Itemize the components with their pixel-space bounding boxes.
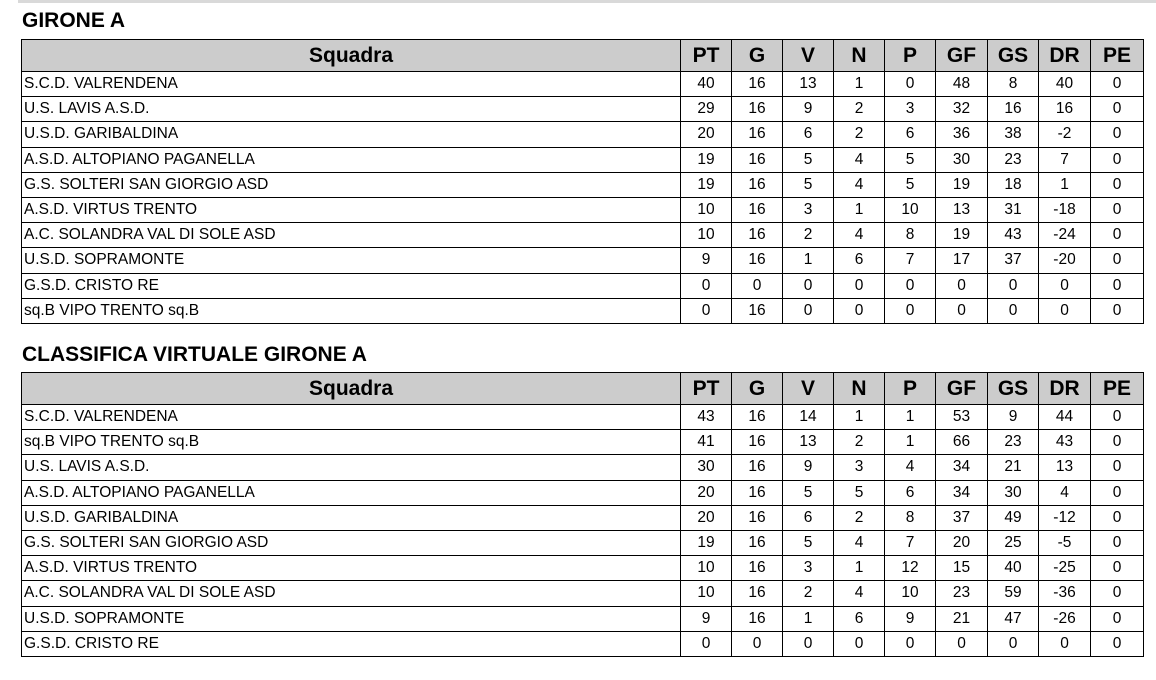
stat-cell-g: 0 — [732, 273, 783, 298]
column-header-squadra: Squadra — [22, 40, 681, 72]
stat-cell-v: 3 — [783, 197, 834, 222]
stat-cell-n: 2 — [834, 505, 885, 530]
stat-cell-p: 6 — [885, 122, 936, 147]
stat-cell-p: 5 — [885, 147, 936, 172]
table-row — [22, 122, 1144, 147]
stat-cell-dr: -18 — [1039, 197, 1091, 222]
stat-cell-g: 16 — [732, 97, 783, 122]
stat-cell-v: 13 — [783, 72, 834, 97]
stat-cell-p: 12 — [885, 556, 936, 581]
stat-cell-gs: 25 — [988, 530, 1039, 555]
stat-cell-gf: 21 — [936, 606, 988, 631]
table-row — [22, 455, 1144, 480]
table-row — [22, 172, 1144, 197]
stat-cell-n: 1 — [834, 72, 885, 97]
table-row — [22, 405, 1144, 430]
column-header-v: V — [783, 40, 834, 72]
team-name-cell: G.S. SOLTERI SAN GIORGIO ASD — [22, 530, 681, 555]
stat-cell-n: 2 — [834, 430, 885, 455]
column-header-pt: PT — [681, 373, 732, 405]
column-header-v: V — [783, 373, 834, 405]
stat-cell-dr: 0 — [1039, 273, 1091, 298]
stat-cell-n: 3 — [834, 455, 885, 480]
stat-cell-dr: 40 — [1039, 72, 1091, 97]
stat-cell-pt: 40 — [681, 72, 732, 97]
table-row — [22, 273, 1144, 298]
stat-cell-gf: 32 — [936, 97, 988, 122]
stat-cell-pt: 19 — [681, 530, 732, 555]
stat-cell-gs: 37 — [988, 248, 1039, 273]
stat-cell-g: 16 — [732, 480, 783, 505]
stat-cell-pe: 0 — [1091, 631, 1144, 656]
stat-cell-p: 1 — [885, 405, 936, 430]
stat-cell-v: 9 — [783, 455, 834, 480]
table-row — [22, 430, 1144, 455]
stat-cell-v: 2 — [783, 223, 834, 248]
stat-cell-pe: 0 — [1091, 556, 1144, 581]
column-header-pe: PE — [1091, 40, 1144, 72]
stat-cell-dr: -36 — [1039, 581, 1091, 606]
stat-cell-pe: 0 — [1091, 273, 1144, 298]
column-header-gf: GF — [936, 373, 988, 405]
table-row — [22, 530, 1144, 555]
stat-cell-dr: 0 — [1039, 631, 1091, 656]
stat-cell-p: 9 — [885, 606, 936, 631]
stat-cell-g: 16 — [732, 172, 783, 197]
stat-cell-gs: 30 — [988, 480, 1039, 505]
stat-cell-n: 0 — [834, 631, 885, 656]
stat-cell-pt: 41 — [681, 430, 732, 455]
stat-cell-v: 3 — [783, 556, 834, 581]
stat-cell-pt: 29 — [681, 97, 732, 122]
stat-cell-gs: 8 — [988, 72, 1039, 97]
stat-cell-gs: 23 — [988, 430, 1039, 455]
stat-cell-g: 16 — [732, 197, 783, 222]
stat-cell-v: 1 — [783, 606, 834, 631]
stat-cell-p: 0 — [885, 273, 936, 298]
stat-cell-n: 2 — [834, 122, 885, 147]
stat-cell-dr: -25 — [1039, 556, 1091, 581]
stat-cell-gs: 43 — [988, 223, 1039, 248]
stat-cell-dr: 44 — [1039, 405, 1091, 430]
standings-table-classifica-virtuale — [21, 372, 1144, 657]
column-header-g: G — [732, 40, 783, 72]
stat-cell-pt: 0 — [681, 273, 732, 298]
column-header-gs: GS — [988, 40, 1039, 72]
stat-cell-v: 0 — [783, 631, 834, 656]
stat-cell-p: 0 — [885, 298, 936, 323]
stat-cell-v: 9 — [783, 97, 834, 122]
stat-cell-dr: -26 — [1039, 606, 1091, 631]
stat-cell-v: 5 — [783, 147, 834, 172]
team-name-cell: A.S.D. VIRTUS TRENTO — [22, 556, 681, 581]
stat-cell-v: 0 — [783, 273, 834, 298]
table-row — [22, 606, 1144, 631]
stat-cell-n: 6 — [834, 248, 885, 273]
stat-cell-gs: 23 — [988, 147, 1039, 172]
stat-cell-g: 16 — [732, 530, 783, 555]
stat-cell-pt: 9 — [681, 606, 732, 631]
stat-cell-g: 16 — [732, 556, 783, 581]
stat-cell-pt: 10 — [681, 223, 732, 248]
column-header-p: P — [885, 373, 936, 405]
stat-cell-pe: 0 — [1091, 223, 1144, 248]
stat-cell-p: 6 — [885, 480, 936, 505]
stat-cell-dr: 0 — [1039, 298, 1091, 323]
stat-cell-v: 5 — [783, 480, 834, 505]
stat-cell-p: 0 — [885, 631, 936, 656]
stat-cell-pe: 0 — [1091, 455, 1144, 480]
column-header-g: G — [732, 373, 783, 405]
stat-cell-g: 16 — [732, 455, 783, 480]
column-header-n: N — [834, 40, 885, 72]
stat-cell-pt: 19 — [681, 172, 732, 197]
table-row — [22, 248, 1144, 273]
team-name-cell: U.S.D. GARIBALDINA — [22, 122, 681, 147]
column-header-n: N — [834, 373, 885, 405]
stat-cell-g: 16 — [732, 405, 783, 430]
stat-cell-gf: 23 — [936, 581, 988, 606]
table-row — [22, 480, 1144, 505]
stat-cell-p: 0 — [885, 72, 936, 97]
stat-cell-p: 5 — [885, 172, 936, 197]
stat-cell-gf: 0 — [936, 631, 988, 656]
team-name-cell: S.C.D. VALRENDENA — [22, 72, 681, 97]
stat-cell-pt: 0 — [681, 631, 732, 656]
stat-cell-pe: 0 — [1091, 97, 1144, 122]
stat-cell-pe: 0 — [1091, 298, 1144, 323]
stat-cell-gs: 47 — [988, 606, 1039, 631]
stat-cell-p: 4 — [885, 455, 936, 480]
stat-cell-gf: 34 — [936, 480, 988, 505]
table-header-row — [22, 40, 1144, 72]
stat-cell-g: 16 — [732, 147, 783, 172]
stat-cell-gs: 0 — [988, 298, 1039, 323]
stat-cell-pe: 0 — [1091, 480, 1144, 505]
stat-cell-gs: 49 — [988, 505, 1039, 530]
team-name-cell: G.S.D. CRISTO RE — [22, 273, 681, 298]
stat-cell-n: 4 — [834, 581, 885, 606]
stat-cell-n: 4 — [834, 147, 885, 172]
team-name-cell: U.S.D. SOPRAMONTE — [22, 248, 681, 273]
stat-cell-g: 16 — [732, 606, 783, 631]
stat-cell-dr: 1 — [1039, 172, 1091, 197]
stat-cell-v: 2 — [783, 581, 834, 606]
stat-cell-gs: 59 — [988, 581, 1039, 606]
stat-cell-gf: 66 — [936, 430, 988, 455]
column-header-pe: PE — [1091, 373, 1144, 405]
column-header-pt: PT — [681, 40, 732, 72]
standings-table-girone-a — [21, 39, 1144, 324]
stat-cell-pe: 0 — [1091, 405, 1144, 430]
team-name-cell: A.C. SOLANDRA VAL DI SOLE ASD — [22, 223, 681, 248]
stat-cell-n: 5 — [834, 480, 885, 505]
stat-cell-gf: 19 — [936, 223, 988, 248]
stat-cell-pe: 0 — [1091, 530, 1144, 555]
section-title-girone-a: GIRONE A — [22, 9, 126, 32]
stat-cell-gf: 19 — [936, 172, 988, 197]
stat-cell-p: 7 — [885, 248, 936, 273]
section-title-classifica-virtuale: CLASSIFICA VIRTUALE GIRONE A — [22, 343, 367, 366]
stat-cell-dr: 16 — [1039, 97, 1091, 122]
stat-cell-v: 14 — [783, 405, 834, 430]
stat-cell-pe: 0 — [1091, 505, 1144, 530]
stat-cell-n: 6 — [834, 606, 885, 631]
team-name-cell: sq.B VIPO TRENTO sq.B — [22, 430, 681, 455]
stat-cell-n: 0 — [834, 273, 885, 298]
stat-cell-dr: -20 — [1039, 248, 1091, 273]
table-row — [22, 97, 1144, 122]
table-header-row — [22, 373, 1144, 405]
stat-cell-n: 1 — [834, 556, 885, 581]
table-row — [22, 581, 1144, 606]
stat-cell-dr: 4 — [1039, 480, 1091, 505]
team-name-cell: A.S.D. ALTOPIANO PAGANELLA — [22, 147, 681, 172]
stat-cell-gs: 0 — [988, 631, 1039, 656]
stat-cell-dr: 13 — [1039, 455, 1091, 480]
stat-cell-gs: 0 — [988, 273, 1039, 298]
stat-cell-gf: 34 — [936, 455, 988, 480]
stat-cell-n: 4 — [834, 530, 885, 555]
stat-cell-pe: 0 — [1091, 430, 1144, 455]
stat-cell-pt: 20 — [681, 122, 732, 147]
stat-cell-pe: 0 — [1091, 172, 1144, 197]
stat-cell-gf: 36 — [936, 122, 988, 147]
stat-cell-dr: -2 — [1039, 122, 1091, 147]
team-name-cell: S.C.D. VALRENDENA — [22, 405, 681, 430]
stat-cell-pt: 10 — [681, 197, 732, 222]
stat-cell-pt: 30 — [681, 455, 732, 480]
stat-cell-gf: 48 — [936, 72, 988, 97]
table-row — [22, 72, 1144, 97]
top-divider — [18, 0, 1156, 3]
stat-cell-gf: 37 — [936, 505, 988, 530]
stat-cell-gf: 0 — [936, 298, 988, 323]
stat-cell-v: 5 — [783, 530, 834, 555]
stat-cell-g: 16 — [732, 505, 783, 530]
stat-cell-n: 1 — [834, 405, 885, 430]
stat-cell-n: 4 — [834, 172, 885, 197]
stat-cell-g: 16 — [732, 248, 783, 273]
stat-cell-v: 0 — [783, 298, 834, 323]
stat-cell-p: 1 — [885, 430, 936, 455]
stat-cell-gs: 16 — [988, 97, 1039, 122]
stat-cell-dr: 7 — [1039, 147, 1091, 172]
column-header-gs: GS — [988, 373, 1039, 405]
stat-cell-pt: 20 — [681, 505, 732, 530]
stat-cell-pt: 0 — [681, 298, 732, 323]
team-name-cell: U.S. LAVIS A.S.D. — [22, 455, 681, 480]
stat-cell-pt: 20 — [681, 480, 732, 505]
table-row — [22, 197, 1144, 222]
column-header-gf: GF — [936, 40, 988, 72]
column-header-dr: DR — [1039, 40, 1091, 72]
stat-cell-pe: 0 — [1091, 197, 1144, 222]
stat-cell-pt: 9 — [681, 248, 732, 273]
stat-cell-gf: 17 — [936, 248, 988, 273]
stat-cell-n: 1 — [834, 197, 885, 222]
team-name-cell: G.S. SOLTERI SAN GIORGIO ASD — [22, 172, 681, 197]
stat-cell-gf: 13 — [936, 197, 988, 222]
stat-cell-pt: 43 — [681, 405, 732, 430]
team-name-cell: A.C. SOLANDRA VAL DI SOLE ASD — [22, 581, 681, 606]
column-header-squadra: Squadra — [22, 373, 681, 405]
stat-cell-g: 16 — [732, 581, 783, 606]
table-row — [22, 505, 1144, 530]
stat-cell-gf: 0 — [936, 273, 988, 298]
stat-cell-dr: 43 — [1039, 430, 1091, 455]
stat-cell-gs: 31 — [988, 197, 1039, 222]
stat-cell-p: 7 — [885, 530, 936, 555]
table-row — [22, 223, 1144, 248]
stat-cell-n: 4 — [834, 223, 885, 248]
stat-cell-g: 0 — [732, 631, 783, 656]
team-name-cell: A.S.D. ALTOPIANO PAGANELLA — [22, 480, 681, 505]
stat-cell-v: 13 — [783, 430, 834, 455]
stat-cell-gf: 53 — [936, 405, 988, 430]
stat-cell-p: 10 — [885, 197, 936, 222]
stat-cell-g: 16 — [732, 72, 783, 97]
table-row — [22, 631, 1144, 656]
team-name-cell: U.S.D. GARIBALDINA — [22, 505, 681, 530]
table-row — [22, 298, 1144, 323]
stat-cell-p: 10 — [885, 581, 936, 606]
stat-cell-gs: 9 — [988, 405, 1039, 430]
stat-cell-dr: -5 — [1039, 530, 1091, 555]
table-row — [22, 147, 1144, 172]
stat-cell-pe: 0 — [1091, 72, 1144, 97]
column-header-p: P — [885, 40, 936, 72]
table-row — [22, 556, 1144, 581]
stat-cell-pe: 0 — [1091, 606, 1144, 631]
stat-cell-g: 16 — [732, 223, 783, 248]
team-name-cell: A.S.D. VIRTUS TRENTO — [22, 197, 681, 222]
stat-cell-v: 6 — [783, 505, 834, 530]
stat-cell-pt: 19 — [681, 147, 732, 172]
stat-cell-gs: 40 — [988, 556, 1039, 581]
stat-cell-gs: 21 — [988, 455, 1039, 480]
team-name-cell: sq.B VIPO TRENTO sq.B — [22, 298, 681, 323]
stat-cell-pt: 10 — [681, 556, 732, 581]
stat-cell-pt: 10 — [681, 581, 732, 606]
stat-cell-gs: 18 — [988, 172, 1039, 197]
stat-cell-p: 8 — [885, 505, 936, 530]
stat-cell-p: 8 — [885, 223, 936, 248]
stat-cell-g: 16 — [732, 298, 783, 323]
stat-cell-n: 2 — [834, 97, 885, 122]
team-name-cell: U.S. LAVIS A.S.D. — [22, 97, 681, 122]
stat-cell-dr: -24 — [1039, 223, 1091, 248]
stat-cell-p: 3 — [885, 97, 936, 122]
stat-cell-g: 16 — [732, 430, 783, 455]
stat-cell-pe: 0 — [1091, 248, 1144, 273]
stat-cell-pe: 0 — [1091, 147, 1144, 172]
stat-cell-gf: 30 — [936, 147, 988, 172]
stat-cell-dr: -12 — [1039, 505, 1091, 530]
team-name-cell: U.S.D. SOPRAMONTE — [22, 606, 681, 631]
stat-cell-g: 16 — [732, 122, 783, 147]
stat-cell-gf: 15 — [936, 556, 988, 581]
stat-cell-pe: 0 — [1091, 581, 1144, 606]
stat-cell-n: 0 — [834, 298, 885, 323]
stat-cell-v: 5 — [783, 172, 834, 197]
column-header-dr: DR — [1039, 373, 1091, 405]
stat-cell-gf: 20 — [936, 530, 988, 555]
stat-cell-v: 6 — [783, 122, 834, 147]
stat-cell-v: 1 — [783, 248, 834, 273]
team-name-cell: G.S.D. CRISTO RE — [22, 631, 681, 656]
stat-cell-gs: 38 — [988, 122, 1039, 147]
stat-cell-pe: 0 — [1091, 122, 1144, 147]
